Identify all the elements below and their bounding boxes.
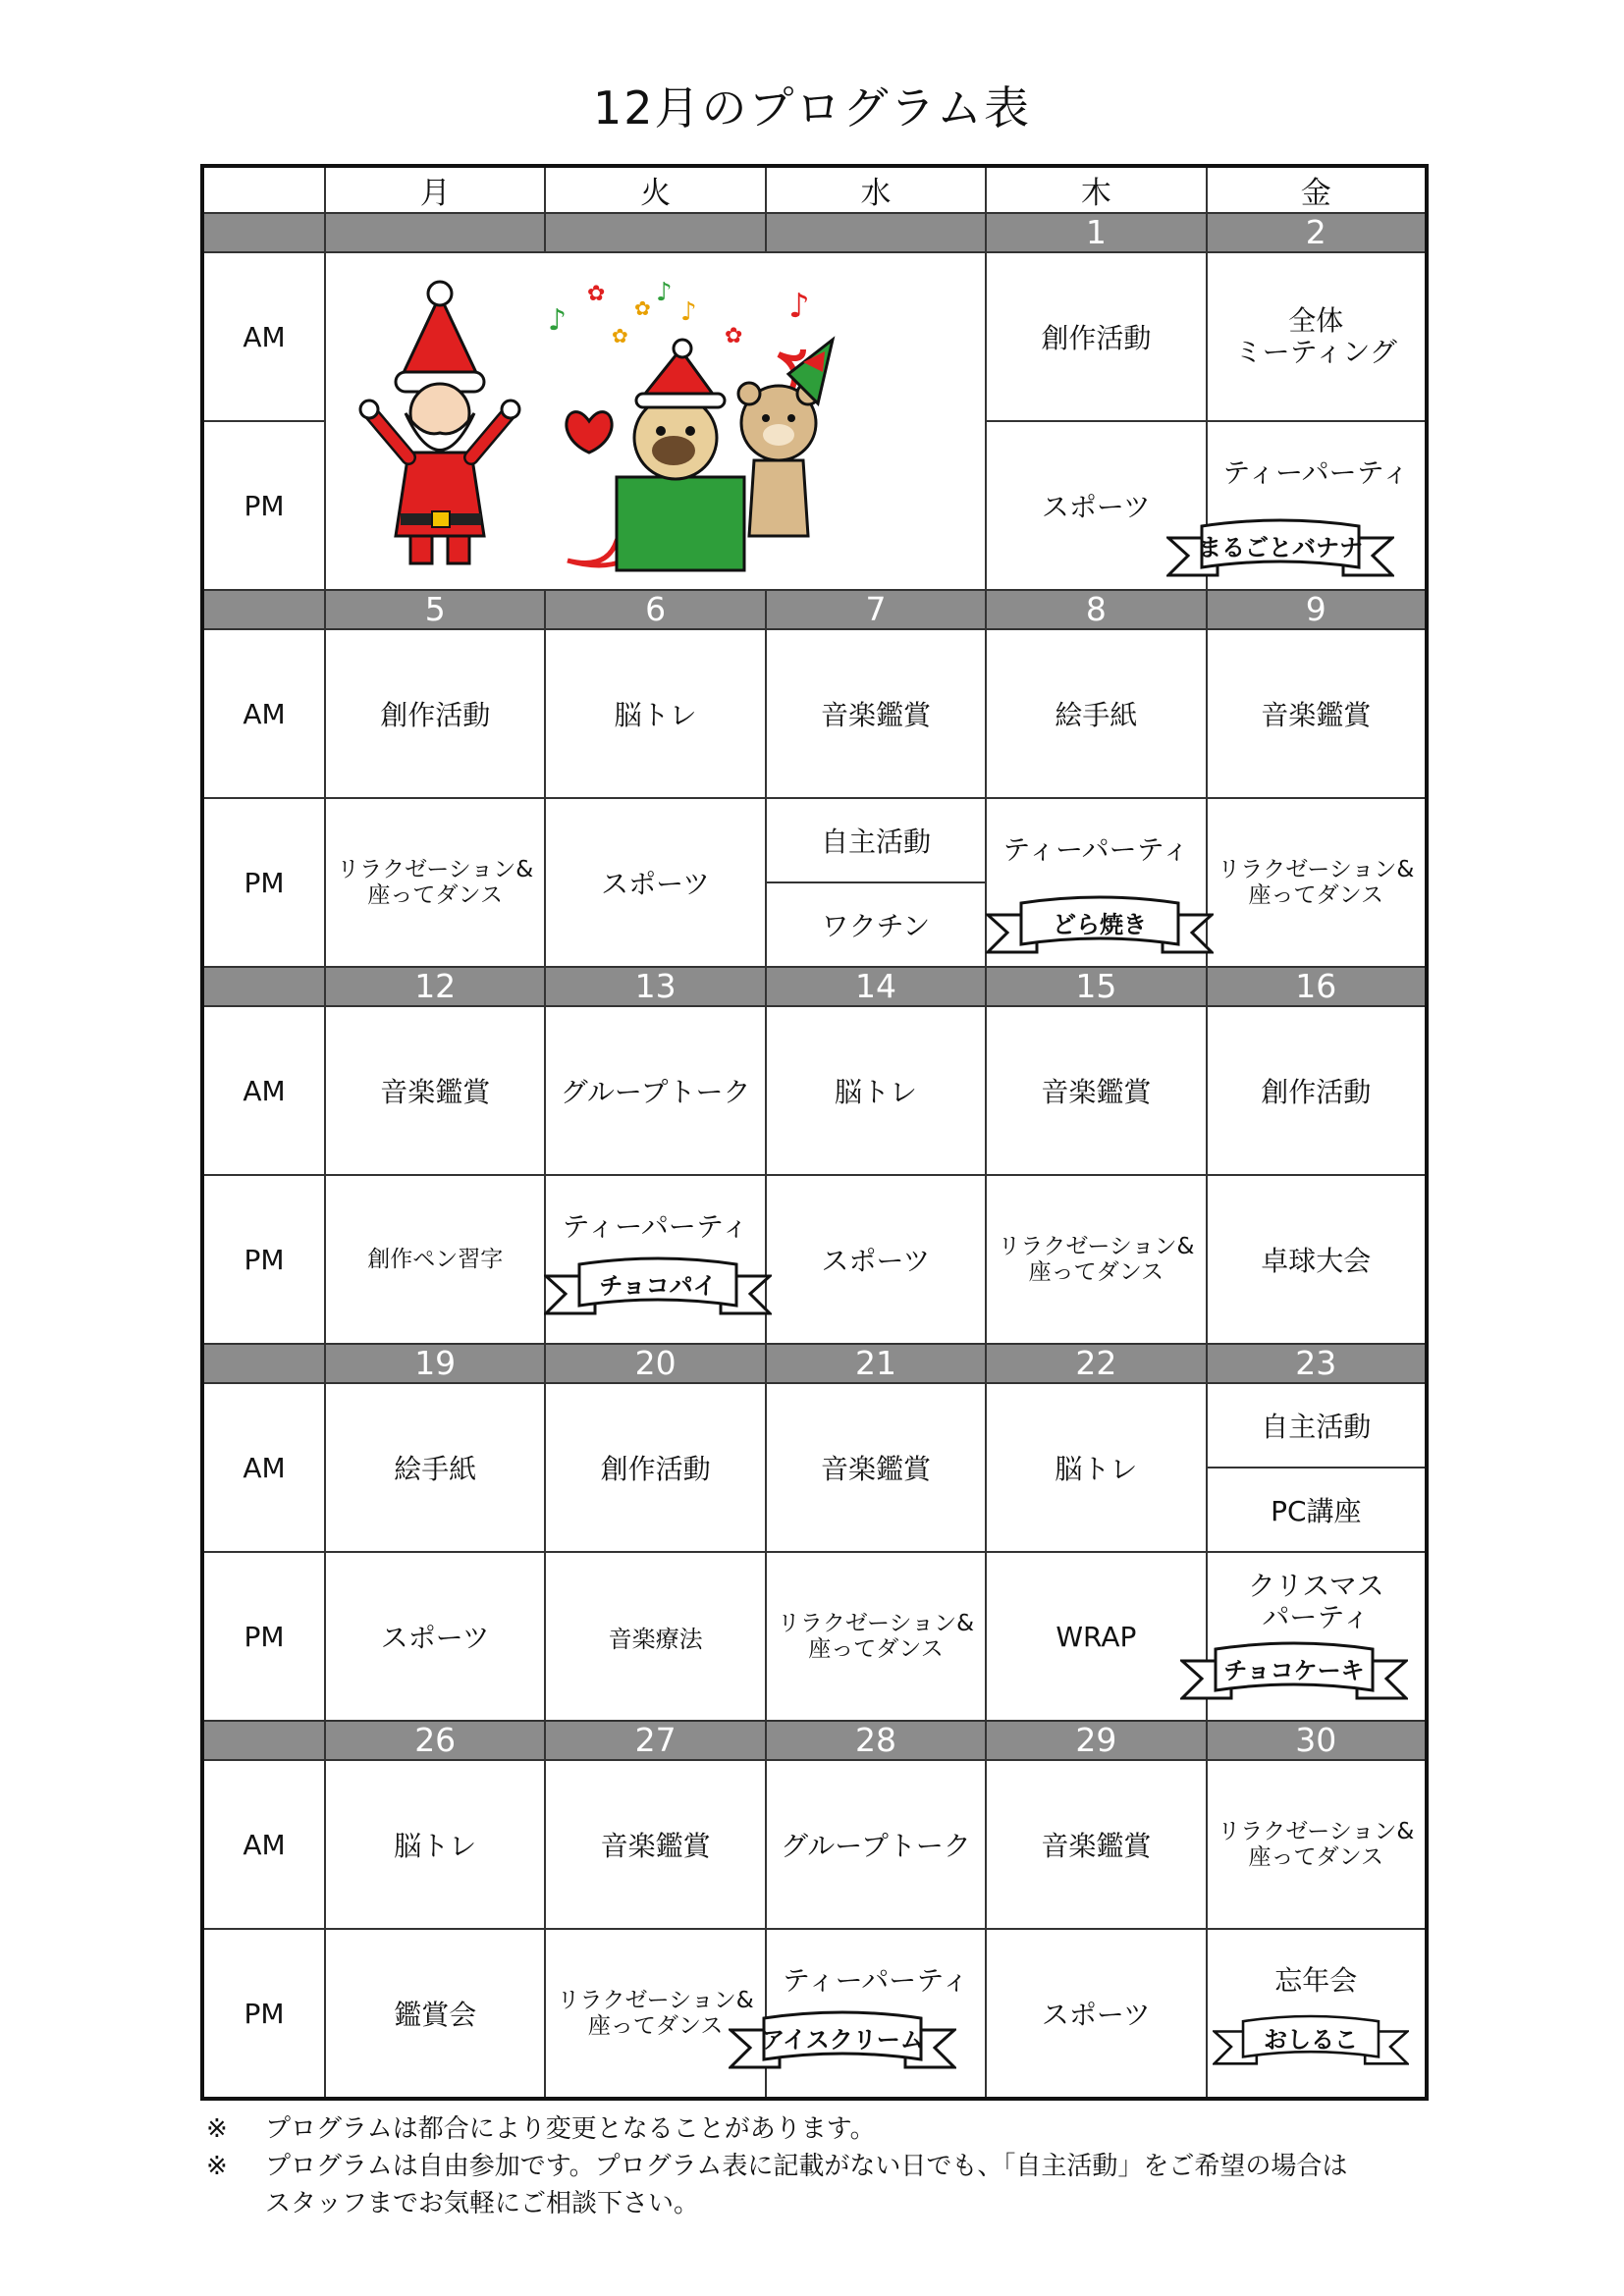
date-cell: 28 xyxy=(766,1721,986,1760)
snack-banner xyxy=(1213,2008,1409,2073)
am-label: AM xyxy=(202,252,325,421)
program-cell: 卓球大会 xyxy=(1207,1175,1427,1344)
program-text: PC講座 xyxy=(1208,1467,1425,1551)
snack-label: チョコケーキ xyxy=(1223,1657,1365,1684)
program-cell: 音楽鑑賞 xyxy=(1207,629,1427,798)
note-mark: ※ xyxy=(206,2152,228,2181)
date-cell: 16 xyxy=(1207,967,1427,1006)
date-cell: 21 xyxy=(766,1344,986,1383)
date-cell: 23 xyxy=(1207,1344,1427,1383)
program-cell: 創作活動 xyxy=(1207,1006,1427,1175)
pm-row xyxy=(202,1175,1427,1344)
program-text: 自主活動 xyxy=(1261,1411,1372,1443)
snack-label: アイスクリーム xyxy=(761,2026,924,2054)
note-text: プログラムは都合により変更となることがあります。 xyxy=(265,2114,876,2144)
program-cell: リラクゼーション& 座ってダンス xyxy=(325,798,545,967)
svg-text:✿: ✿ xyxy=(586,281,606,306)
program-text: ティーパーティ xyxy=(782,1964,970,1997)
program-cell: 音楽鑑賞 xyxy=(545,1760,765,1929)
svg-text:♪: ♪ xyxy=(655,277,673,307)
weekday-fri: 金 xyxy=(1207,166,1427,213)
am-row xyxy=(202,1006,1427,1175)
weekday-tue: 火 xyxy=(545,166,765,213)
program-text: ティーパーティ xyxy=(562,1210,749,1243)
program-text: 自主活動 xyxy=(820,826,931,858)
svg-text:✿: ✿ xyxy=(611,323,628,347)
am-label: AM xyxy=(202,1006,325,1175)
date-cell: 5 xyxy=(325,590,545,629)
date-row xyxy=(202,213,1427,252)
date-cell: 27 xyxy=(545,1721,765,1760)
program-cell: スポーツ xyxy=(986,421,1206,590)
split-cell xyxy=(1207,1383,1427,1552)
program-cell: リラクゼーション& 座ってダンス xyxy=(766,1552,986,1721)
dog-icon xyxy=(634,340,725,479)
date-cell: 29 xyxy=(986,1721,1206,1760)
bear-icon xyxy=(738,340,833,536)
snack-label: チョコパイ xyxy=(599,1272,717,1300)
note-mark: ※ xyxy=(206,2114,228,2144)
program-cell: リラクゼーション& 座ってダンス xyxy=(545,1929,765,2099)
schedule-table xyxy=(200,164,1429,2101)
svg-text:✿: ✿ xyxy=(633,295,651,320)
program-cell: 脳トレ xyxy=(986,1383,1206,1552)
program-cell: 音楽鑑賞 xyxy=(325,1006,545,1175)
program-cell: 絵手紙 xyxy=(325,1383,545,1552)
program-cell: 創作活動 xyxy=(545,1383,765,1552)
date-cell: 20 xyxy=(545,1344,765,1383)
pm-label: PM xyxy=(202,798,325,967)
snack-label: どら焼き xyxy=(1053,911,1147,938)
program-cell: リラクゼーション& 座ってダンス xyxy=(1207,1760,1427,1929)
pm-label: PM xyxy=(202,1175,325,1344)
program-text: ワクチン xyxy=(767,881,985,966)
date-cell: 1 xyxy=(986,213,1206,252)
program-cell: 音楽鑑賞 xyxy=(766,1383,986,1552)
header-corner xyxy=(202,166,325,213)
snack-label: まるごとバナナ xyxy=(1198,534,1363,561)
date-cell: 13 xyxy=(545,967,765,1006)
footnotes xyxy=(206,2110,1347,2222)
date-cell: 7 xyxy=(766,590,986,629)
snack-banner xyxy=(1166,516,1394,581)
program-cell: リラクゼーション& 座ってダンス xyxy=(1207,798,1427,967)
program-cell: 創作ペン習字 xyxy=(325,1175,545,1344)
pm-label: PM xyxy=(202,1552,325,1721)
date-cell: 2 xyxy=(1207,213,1427,252)
program-cell: スポーツ xyxy=(766,1175,986,1344)
program-text: ティーパーティ xyxy=(1002,833,1190,866)
svg-text:✿: ✿ xyxy=(724,323,743,348)
christmas-illustration-icon xyxy=(342,256,970,580)
program-cell: スポーツ xyxy=(545,798,765,967)
program-cell: 音楽療法 xyxy=(545,1552,765,1721)
footnote xyxy=(206,2148,1347,2185)
date-cell: 30 xyxy=(1207,1721,1427,1760)
program-text: クリスマス パーティ xyxy=(1247,1570,1384,1633)
date-cell: 19 xyxy=(325,1344,545,1383)
program-cell: 創作活動 xyxy=(986,252,1206,421)
am-label: AM xyxy=(202,1383,325,1552)
date-cell: 12 xyxy=(325,967,545,1006)
date-cell: 22 xyxy=(986,1344,1206,1383)
program-cell: 音楽鑑賞 xyxy=(986,1006,1206,1175)
note-text: スタッフまでお気軽にご相談下さい。 xyxy=(265,2189,700,2218)
am-row xyxy=(202,1760,1427,1929)
date-row xyxy=(202,1721,1427,1760)
am-label: AM xyxy=(202,629,325,798)
program-cell: WRAP xyxy=(986,1552,1206,1721)
program-cell: 鑑賞会 xyxy=(325,1929,545,2099)
program-text: ティーパーティ xyxy=(1222,456,1410,489)
weekday-thu: 木 xyxy=(986,166,1206,213)
date-row xyxy=(202,590,1427,629)
date-cell: 15 xyxy=(986,967,1206,1006)
program-cell: リラクゼーション& 座ってダンス xyxy=(986,1175,1206,1344)
program-cell: スポーツ xyxy=(325,1552,545,1721)
program-cell: グループトーク xyxy=(545,1006,765,1175)
program-cell: スポーツ xyxy=(986,1929,1206,2099)
program-text: 忘年会 xyxy=(1274,1964,1358,1997)
pm-row xyxy=(202,798,1427,967)
svg-text:♪: ♪ xyxy=(547,302,567,338)
date-cell: 6 xyxy=(545,590,765,629)
svg-text:♪: ♪ xyxy=(787,286,810,326)
snack-banner xyxy=(1180,1639,1408,1704)
snack-banner xyxy=(544,1255,772,1319)
svg-text:♪: ♪ xyxy=(679,296,697,327)
program-cell: 音楽鑑賞 xyxy=(766,629,986,798)
am-row xyxy=(202,629,1427,798)
program-cell: 全体 ミーティング xyxy=(1207,252,1427,421)
program-cell: 脳トレ xyxy=(766,1006,986,1175)
date-row xyxy=(202,1344,1427,1383)
am-label: AM xyxy=(202,1760,325,1929)
date-cell: 26 xyxy=(325,1721,545,1760)
split-cell xyxy=(766,798,986,967)
date-cell: 14 xyxy=(766,967,986,1006)
page-title: 12月のプログラム表 xyxy=(592,81,1032,134)
snack-banner xyxy=(729,2008,956,2073)
music-notes-icon xyxy=(548,278,810,348)
program-cell: 絵手紙 xyxy=(986,629,1206,798)
weekday-mon: 月 xyxy=(325,166,545,213)
pm-label: PM xyxy=(202,421,325,590)
am-row xyxy=(202,252,1427,421)
date-cell xyxy=(766,213,986,252)
date-row xyxy=(202,967,1427,1006)
date-cell xyxy=(545,213,765,252)
snack-label: おしるこ xyxy=(1264,2026,1358,2054)
program-cell: 音楽鑑賞 xyxy=(986,1760,1206,1929)
christmas-illustration xyxy=(325,252,986,590)
pm-label: PM xyxy=(202,1929,325,2099)
santa-icon xyxy=(360,282,519,563)
footnote xyxy=(206,2110,1347,2148)
note-text: プログラムは自由参加です。プログラム表に記載がない日でも、「自主活動」をご希望の場合は xyxy=(265,2152,1348,2181)
am-row xyxy=(202,1383,1427,1552)
program-cell: 脳トレ xyxy=(545,629,765,798)
program-cell: グループトーク xyxy=(766,1760,986,1929)
snack-banner xyxy=(986,893,1214,958)
weekday-wed: 水 xyxy=(766,166,986,213)
date-cell: 8 xyxy=(986,590,1206,629)
date-cell: 9 xyxy=(1207,590,1427,629)
date-cell xyxy=(325,213,545,252)
weekday-header-row xyxy=(202,166,1427,213)
program-cell: 創作活動 xyxy=(325,629,545,798)
program-cell: 脳トレ xyxy=(325,1760,545,1929)
